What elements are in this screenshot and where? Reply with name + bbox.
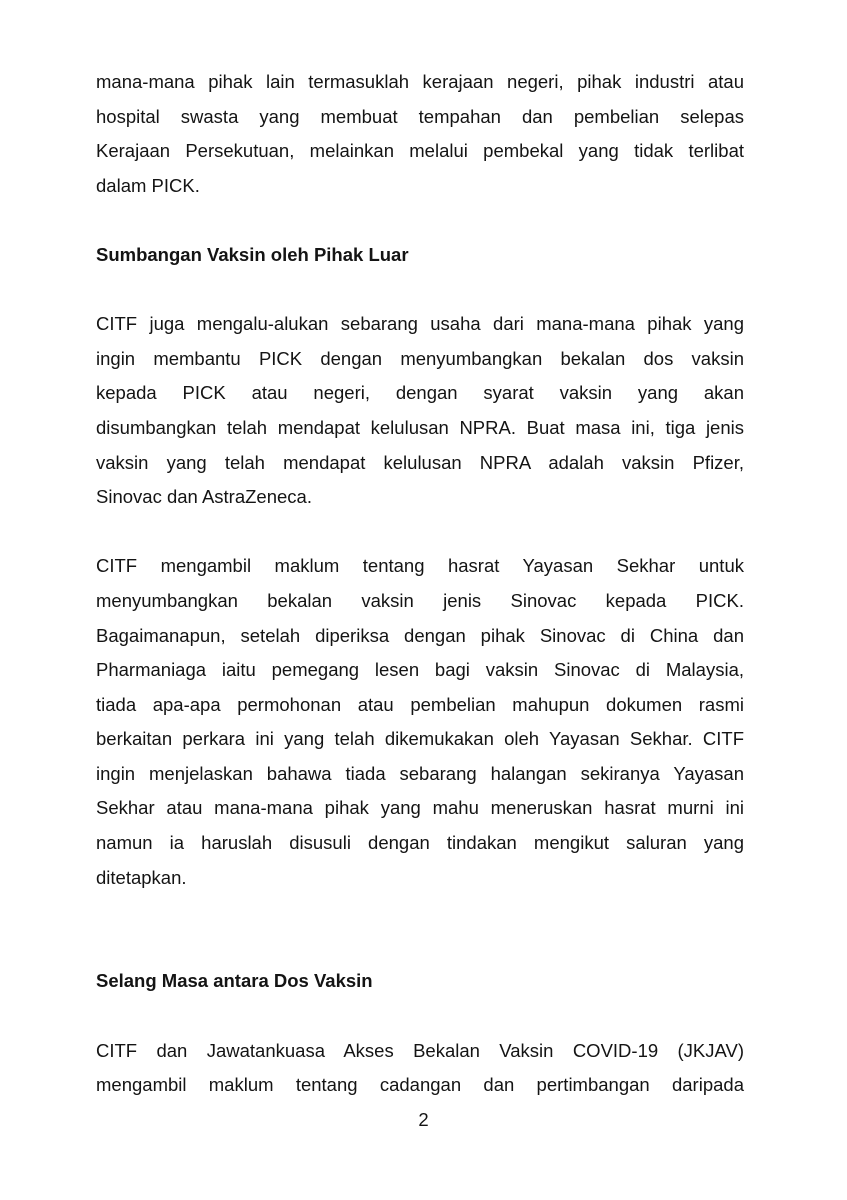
text-line: ditetapkan.	[96, 866, 187, 888]
text-line: Pharmaniaga iaitu pemegang lesen bagi vaksin Sinovac di Malaysia,	[96, 659, 744, 681]
interval-paragraph-1	[96, 1034, 744, 1103]
text-line: disumbangkan telah mendapat kelulusan NPRA. Buat masa ini, tiga jenis	[96, 416, 744, 438]
donation-paragraph-2	[96, 549, 744, 895]
text-line: tiada apa-apa permohonan atau pembelian mahupun dokumen rasmi	[96, 693, 744, 715]
text-line: CITF mengambil maklum tentang hasrat Yayasan Sekhar untuk	[96, 555, 744, 577]
text-line: ingin membantu PICK dengan menyumbangkan bekalan dos vaksin	[96, 347, 744, 369]
blank-spacer	[96, 930, 744, 965]
text-line: kepada PICK atau negeri, dengan syarat vaksin yang akan	[96, 382, 744, 404]
page-number: 2	[418, 1109, 429, 1130]
text-line: berkaitan perkara ini yang telah dikemukakan oleh Yayasan Sekhar. CITF	[96, 728, 744, 750]
text-line: mengambil maklum tentang cadangan dan pertimbangan daripada	[96, 1074, 744, 1096]
section-heading-donation: Sumbangan Vaksin oleh Pihak Luar	[96, 243, 409, 265]
text-line: Bagaimanapun, setelah diperiksa dengan pihak Sinovac di China dan	[96, 624, 744, 646]
text-line: CITF dan Jawatankuasa Akses Bekalan Vaksin COVID-19 (JKJAV)	[96, 1039, 744, 1061]
section-heading-interval: Selang Masa antara Dos Vaksin	[96, 970, 373, 992]
text-line: hospital swasta yang membuat tempahan dan pembelian selepas	[96, 105, 744, 127]
text-line: Sinovac dan AstraZeneca.	[96, 486, 312, 508]
page-content	[96, 65, 744, 1137]
text-line: vaksin yang telah mendapat kelulusan NPRA adalah vaksin Pfizer,	[96, 451, 744, 473]
text-line: CITF juga mengalu-alukan sebarang usaha dari mana-mana pihak yang	[96, 313, 744, 335]
text-line: menyumbangkan bekalan vaksin jenis Sinovac kepada PICK.	[96, 589, 744, 611]
text-line: ingin menjelaskan bahawa tiada sebarang halangan sekiranya Yayasan	[96, 762, 744, 784]
text-line: namun ia haruslah disusuli dengan tindakan mengikut saluran yang	[96, 832, 744, 854]
text-line: dalam PICK.	[96, 174, 200, 196]
donation-paragraph-1	[96, 307, 744, 515]
intro-paragraph	[96, 65, 744, 203]
text-line: Kerajaan Persekutuan, melainkan melalui pembekal yang tidak terlibat	[96, 140, 744, 162]
text-line: mana-mana pihak lain termasuklah kerajaan negeri, pihak industri atau	[96, 71, 744, 92]
text-line: Sekhar atau mana-mana pihak yang mahu meneruskan hasrat murni ini	[96, 797, 744, 819]
